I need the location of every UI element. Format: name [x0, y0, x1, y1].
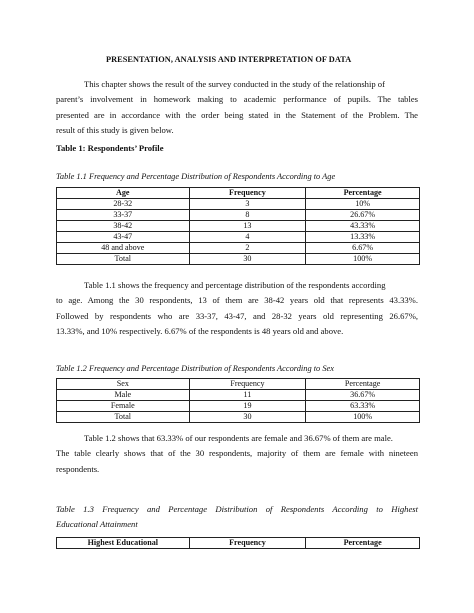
table-cell: 10%: [306, 199, 420, 210]
table-cell: Male: [57, 390, 190, 401]
section-title: Table 1: Respondents’ Profile: [56, 143, 164, 153]
table-cell: 4: [189, 232, 306, 243]
table-cell: 43.33%: [306, 221, 420, 232]
para1-line-2: to age. Among the 30 respondents, 13 of them are 38-42 years old that represents 43.33%.: [56, 295, 418, 306]
table-sex-distribution: [56, 378, 420, 423]
table1-caption: Table 1.1 Frequency and Percentage Distribution of Respondents According to Age: [56, 172, 336, 181]
intro-line-2: parent’s involvement in homework making to academic performance of pupils. The tables: [56, 94, 418, 105]
table-row: [57, 243, 420, 254]
table-cell: Total: [57, 254, 190, 265]
column-header-age: Age: [57, 188, 190, 199]
table-row: [57, 199, 420, 210]
column-header-frequency: Frequency: [189, 379, 306, 390]
table-cell: 30: [189, 254, 306, 265]
table-cell: 13.33%: [306, 232, 420, 243]
para1-line-3: Followed by respondents who are 33-37, 43-47, and 28-32 years old representing 26.67%,: [56, 310, 418, 321]
para1-line-4: 13.33%, and 10% respectively. 6.67% of the respondents is 48 years old and above.: [56, 325, 344, 336]
table-row: [57, 401, 420, 412]
table3-caption-line-1: Table 1.3 Frequency and Percentage Distribution of Respondents According to Highest: [56, 504, 418, 514]
table-cell: 30: [189, 412, 306, 423]
table-cell: 36.67%: [306, 390, 420, 401]
column-header-percentage: Percentage: [306, 379, 420, 390]
para2-line-3: respondents.: [56, 463, 100, 474]
column-header-percentage: Percentage: [306, 188, 420, 199]
column-header-education: Highest Educational: [57, 538, 190, 549]
column-header-percentage: Percentage: [306, 538, 420, 549]
table-header-row: [57, 379, 420, 390]
table-cell: 13: [189, 221, 306, 232]
para2-line-1: Table 1.2 shows that 63.33% of our respondents are female and 36.67% of them are male.: [84, 433, 393, 443]
table-row: [57, 221, 420, 232]
table-total-row: [57, 412, 420, 423]
table-cell: 8: [189, 210, 306, 221]
table-cell: Female: [57, 401, 190, 412]
table3-caption: [56, 502, 418, 533]
table-education-distribution: [56, 537, 420, 549]
para1-line-1: Table 1.1 shows the frequency and percentage distribution of the respondents according: [84, 280, 386, 290]
table-cell: 3: [189, 199, 306, 210]
table-row: [57, 210, 420, 221]
table-cell: 19: [189, 401, 306, 412]
table-cell: 43-47: [57, 232, 190, 243]
column-header-frequency: Frequency: [189, 538, 306, 549]
table-total-row: [57, 254, 420, 265]
table-row: [57, 232, 420, 243]
intro-line-1: This chapter shows the result of the survey conducted in the study of the relationship of: [84, 79, 385, 89]
intro-line-3: presented are in accordance with the order being stated in the Statement of the Problem. The: [56, 109, 418, 120]
intro-paragraph: [56, 77, 418, 138]
table-row: [57, 390, 420, 401]
table-cell: 33-37: [57, 210, 190, 221]
intro-line-4: result of this study is given below.: [56, 124, 174, 135]
table-cell: 63.33%: [306, 401, 420, 412]
para2-line-2: The table clearly shows that of the 30 respondents, majority of them are female with nineteen: [56, 448, 418, 459]
page-title: PRESENTATION, ANALYSIS AND INTERPRETATION OF DATA: [106, 55, 352, 64]
table-cell: 48 and above: [57, 243, 190, 254]
column-header-sex: Sex: [57, 379, 190, 390]
table-cell: 26.67%: [306, 210, 420, 221]
table-cell: Total: [57, 412, 190, 423]
table-cell: 100%: [306, 412, 420, 423]
table-cell: 2: [189, 243, 306, 254]
column-header-frequency: Frequency: [189, 188, 306, 199]
table-age-distribution: [56, 187, 420, 265]
table-cell: 28-32: [57, 199, 190, 210]
table-cell: 38-42: [57, 221, 190, 232]
table-header-row: [57, 538, 420, 549]
table-header-row: [57, 188, 420, 199]
table1-discussion: [56, 278, 418, 339]
table-cell: 11: [189, 390, 306, 401]
table2-discussion: [56, 431, 418, 477]
table3-caption-line-2: Educational Attainment: [56, 519, 138, 530]
table-cell: 6.67%: [306, 243, 420, 254]
table2-caption: Table 1.2 Frequency and Percentage Distribution of Respondents According to Sex: [56, 364, 334, 373]
table-cell: 100%: [306, 254, 420, 265]
